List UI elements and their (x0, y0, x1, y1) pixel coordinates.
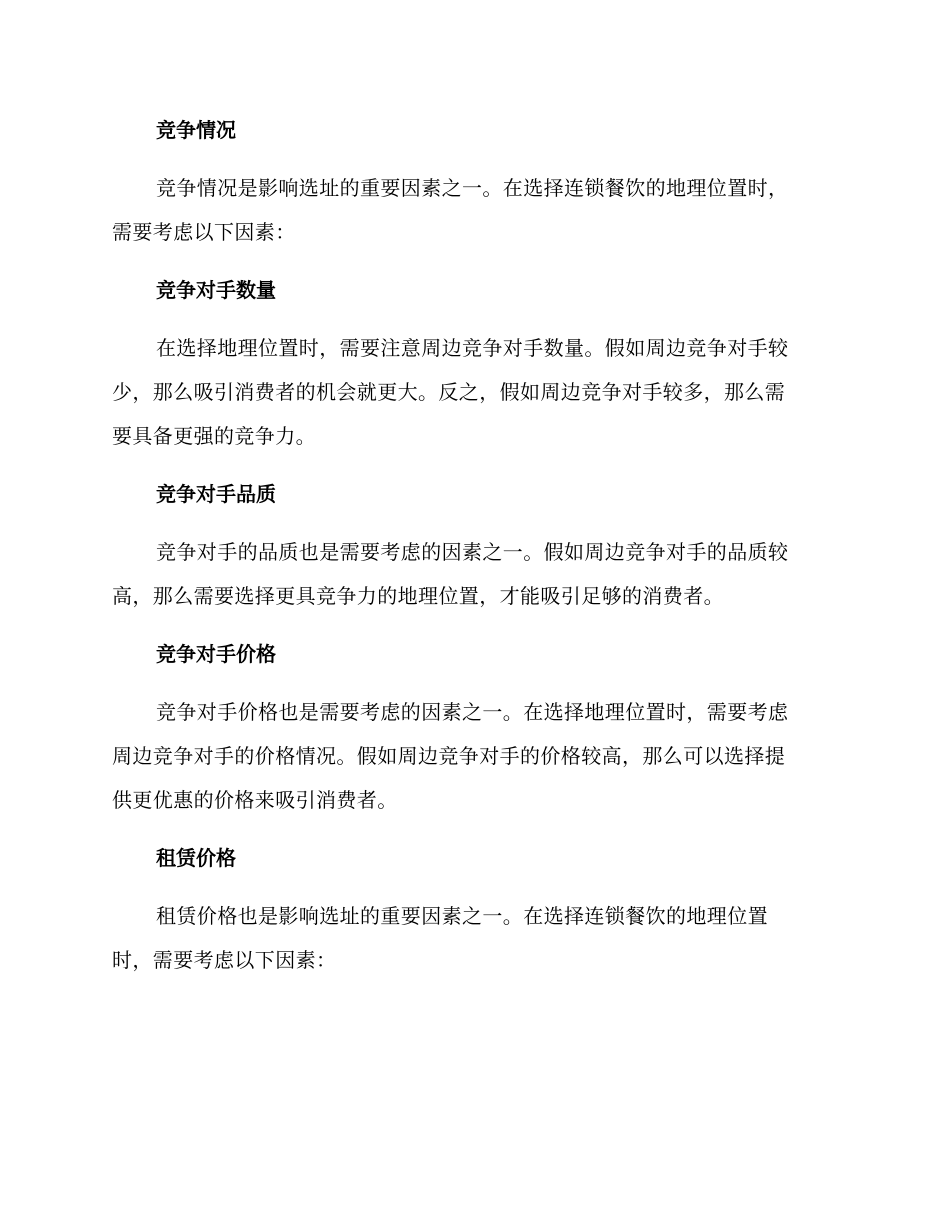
section-paragraph-competitor-quality (112, 530, 832, 618)
paragraph-line: 竞争情况是影响选址的重要因素之一。在选择连锁餐饮的地理位置时， (156, 176, 789, 200)
section-heading-rent-price: 租赁价格 (156, 846, 236, 870)
paragraph-line: 时，需要考虑以下因素： (112, 948, 337, 972)
document-body (112, 108, 832, 996)
section-paragraph-competitor-price (112, 690, 832, 822)
paragraph-line: 要具备更强的竞争力。 (112, 424, 316, 448)
paragraph-line: 周边竞争对手的价格情况。假如周边竞争对手的价格较高，那么可以选择提 (112, 744, 786, 768)
paragraph-line: 少，那么吸引消费者的机会就更大。反之，假如周边竞争对手较多，那么需 (112, 380, 786, 404)
paragraph-line: 竞争对手价格也是需要考虑的因素之一。在选择地理位置时，需要考虑 (156, 700, 789, 724)
paragraph-line: 供更优惠的价格来吸引消费者。 (112, 788, 398, 812)
section-paragraph-competition (112, 166, 832, 254)
paragraph-line: 竞争对手的品质也是需要考虑的因素之一。假如周边竞争对手的品质较 (156, 540, 789, 564)
paragraph-line: 需要考虑以下因素： (112, 220, 296, 244)
section-heading-competitor-quality: 竞争对手品质 (156, 482, 276, 506)
paragraph-line: 在选择地理位置时，需要注意周边竞争对手数量。假如周边竞争对手较 (156, 336, 789, 360)
paragraph-line: 租赁价格也是影响选址的重要因素之一。在选择连锁餐饮的地理位置 (156, 904, 768, 928)
section-heading-competition: 竞争情况 (156, 118, 236, 142)
section-paragraph-competitor-count (112, 326, 832, 458)
paragraph-line: 高，那么需要选择更具竞争力的地理位置，才能吸引足够的消费者。 (112, 584, 724, 608)
section-heading-competitor-count: 竞争对手数量 (156, 278, 276, 302)
section-heading-competitor-price: 竞争对手价格 (156, 642, 276, 666)
section-paragraph-rent-price (112, 894, 832, 982)
